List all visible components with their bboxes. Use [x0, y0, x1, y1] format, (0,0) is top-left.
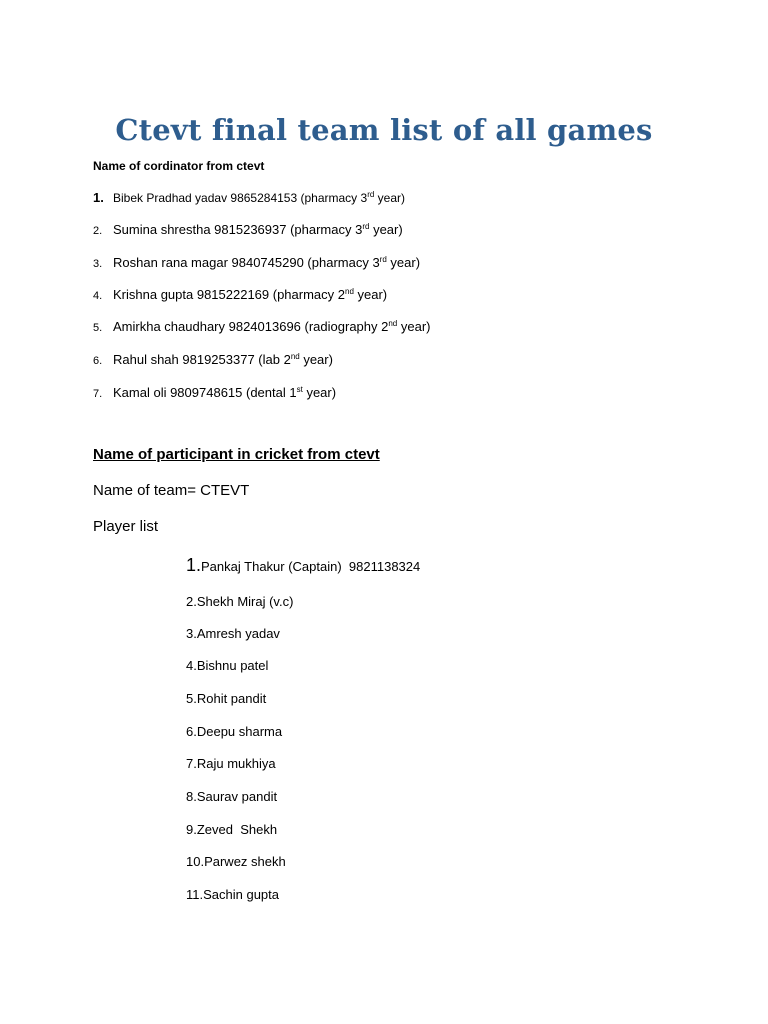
player-number: 11.: [186, 887, 204, 902]
coordinator-text: Amirkha chaudhary 9824013696 (radiography 2: [113, 319, 389, 334]
coordinator-item: [93, 385, 336, 400]
player-text: Raju mukhiya: [196, 756, 276, 771]
player-item: [186, 658, 268, 673]
coordinator-number: 5.: [93, 322, 103, 334]
player-number: 6.: [186, 724, 197, 739]
player-number: 7.: [186, 756, 197, 771]
cricket-heading: Name of participant in cricket from ctevt: [93, 446, 380, 463]
player-item: [186, 691, 266, 706]
player-item: [186, 789, 277, 804]
ordinal-suffix: rd: [367, 190, 375, 199]
player-item: [186, 756, 276, 771]
player-text: Deepu sharma: [196, 724, 283, 739]
player-number: 10.: [186, 854, 205, 869]
player-item: [186, 854, 286, 869]
coordinator-item: [93, 352, 333, 367]
player-item: [186, 724, 282, 739]
player-text: Parwez shekh: [204, 854, 286, 869]
player-text: Pankaj Thakur (Captain) 9821138324: [201, 559, 421, 574]
coordinator-text: Rahul shah 9819253377 (lab 2: [113, 352, 291, 367]
coordinator-number: 6.: [93, 355, 103, 367]
player-text: Zeved Shekh: [196, 822, 278, 837]
coordinator-text: Sumina shrestha 9815236937 (pharmacy 3: [113, 222, 363, 237]
team-name: Name of team= CTEVT: [93, 482, 250, 499]
coordinator-text: Bibek Pradhad yadav 9865284153 (pharmacy 3: [113, 191, 368, 205]
coordinator-number: 2.: [93, 225, 103, 237]
coordinator-number: 1.: [93, 190, 104, 205]
ordinal-suffix: nd: [388, 319, 398, 328]
coordinator-heading: Name of cordinator from ctevt: [93, 159, 265, 173]
player-number: 1.: [186, 555, 202, 575]
coordinator-item: [93, 222, 403, 237]
player-item: [186, 822, 277, 837]
coordinator-tail: year): [386, 255, 421, 270]
player-number: 5.: [186, 691, 197, 706]
player-item: [186, 594, 293, 609]
player-text: Shekh Miraj (v.c): [196, 594, 294, 609]
player-item: [186, 555, 420, 576]
player-number: 9.: [186, 822, 197, 837]
coordinator-item: [93, 190, 405, 205]
player-item: [186, 626, 280, 641]
player-text: Saurav pandit: [196, 789, 278, 804]
player-text: Bishnu patel: [196, 658, 269, 673]
player-number: 2.: [186, 594, 197, 609]
coordinator-number: 3.: [93, 258, 103, 270]
coordinator-item: [93, 319, 431, 334]
coordinator-number: 4.: [93, 290, 103, 302]
player-item: [186, 887, 279, 902]
player-list-label: Player list: [93, 518, 159, 535]
ordinal-suffix: rd: [362, 222, 370, 231]
coordinator-tail: year): [353, 287, 388, 302]
player-text: Rohit pandit: [196, 691, 267, 706]
coordinator-text: Kamal oli 9809748615 (dental 1: [113, 385, 297, 400]
coordinator-number: 7.: [93, 388, 103, 400]
coordinator-tail: year): [397, 319, 431, 334]
coordinator-text: Roshan rana magar 9840745290 (pharmacy 3: [113, 255, 380, 270]
player-number: 8.: [186, 789, 197, 804]
ordinal-suffix: nd: [290, 352, 300, 361]
coordinator-tail: year): [369, 222, 403, 237]
coordinator-tail: year): [374, 191, 405, 205]
player-number: 3.: [186, 626, 197, 641]
ordinal-suffix: st: [296, 385, 303, 394]
coordinator-text: Krishna gupta 9815222169 (pharmacy 2: [113, 287, 345, 302]
player-number: 4.: [186, 658, 197, 673]
coordinator-item: [93, 255, 420, 270]
coordinator-tail: year): [302, 385, 337, 400]
coordinator-item: [93, 287, 387, 302]
player-text: Amresh yadav: [196, 626, 280, 641]
page-title: Ctevt final team list of all games: [115, 113, 653, 147]
ordinal-suffix: rd: [379, 255, 387, 264]
coordinator-tail: year): [299, 352, 333, 367]
player-text: Sachin gupta: [203, 887, 280, 902]
ordinal-suffix: nd: [345, 287, 354, 296]
